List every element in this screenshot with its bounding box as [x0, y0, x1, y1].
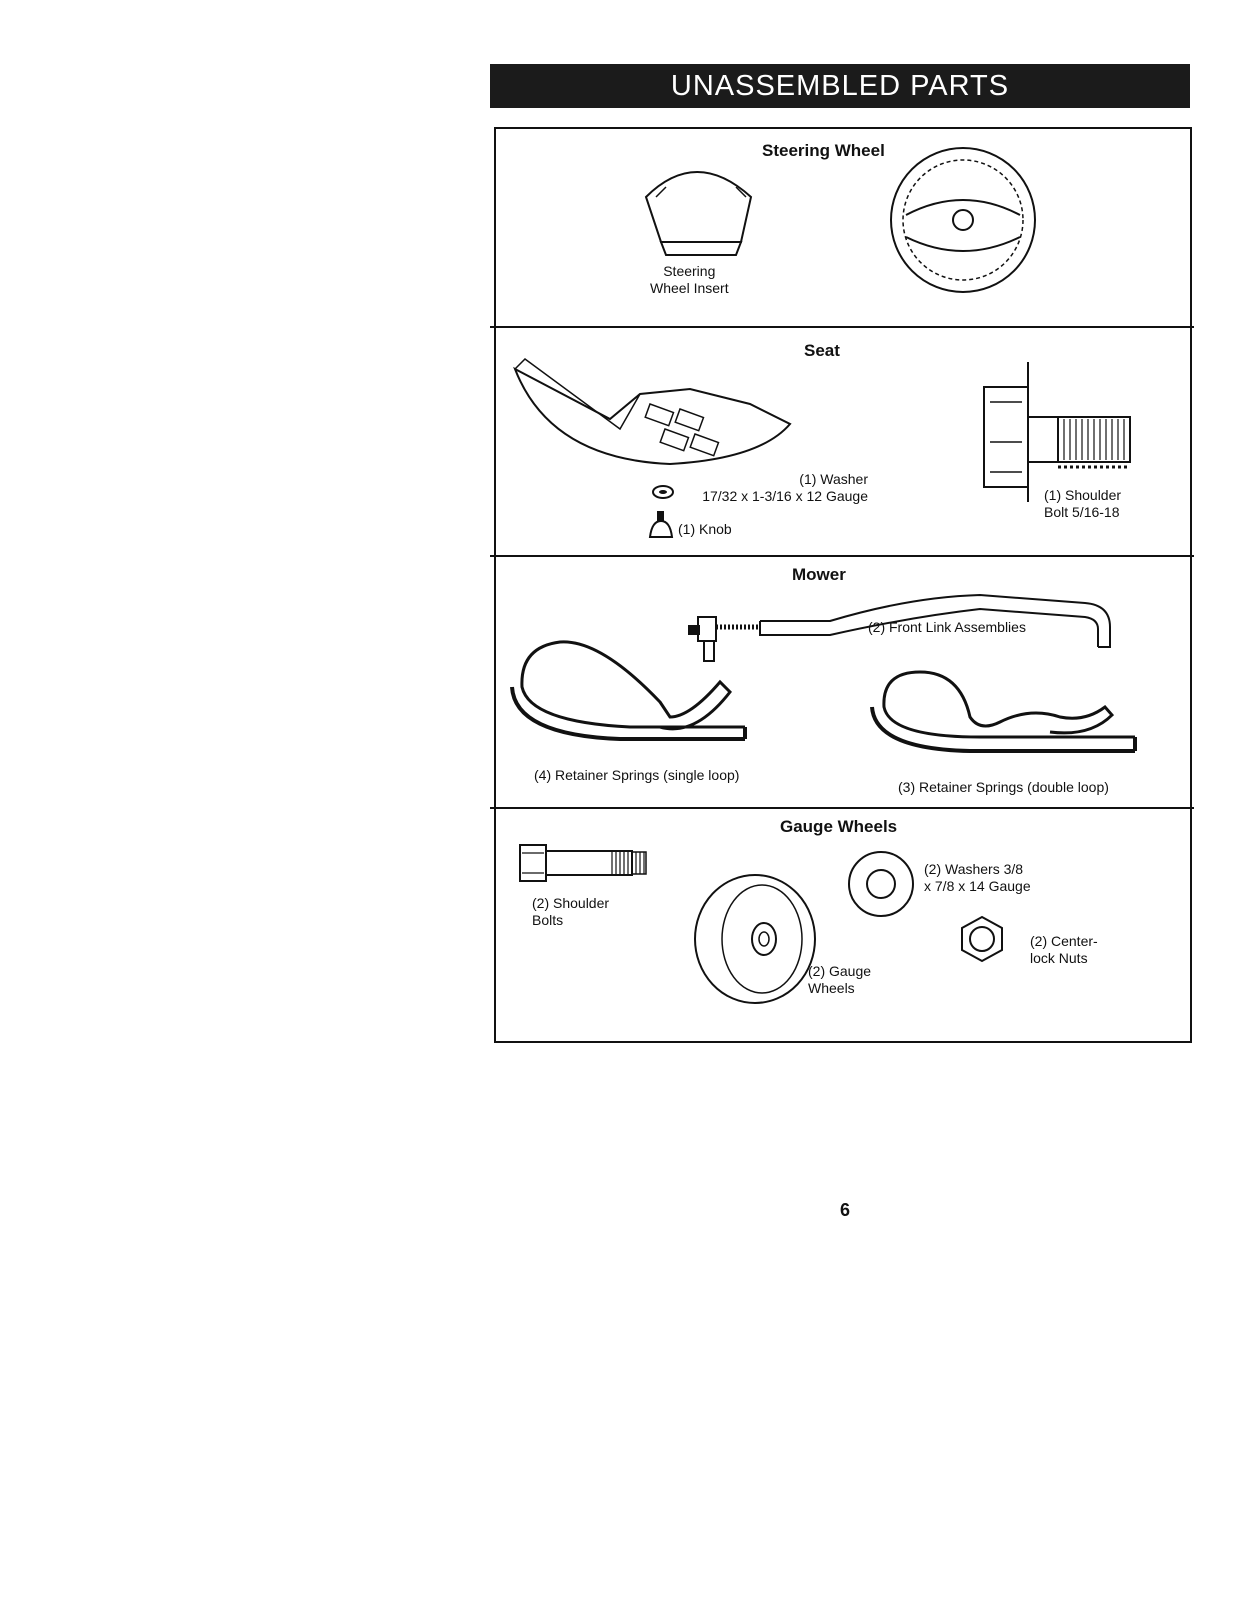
center-lock-nut-illustration — [958, 915, 1006, 963]
washer-label: (1) Washer 17/32 x 1-3/16 x 12 Gauge — [702, 471, 868, 504]
steering-wheel-heading: Steering Wheel — [762, 141, 885, 160]
center-lock-nuts-label: (2) Center- lock Nuts — [1030, 933, 1098, 966]
single-loop-spring-label: (4) Retainer Springs (single loop) — [534, 767, 740, 783]
seat-heading: Seat — [804, 341, 840, 360]
section-divider — [490, 326, 1194, 328]
parts-frame — [494, 127, 1192, 1043]
mower-heading: Mower — [792, 565, 846, 584]
gauge-wheels-heading: Gauge Wheels — [780, 817, 898, 836]
double-loop-spring-label: (3) Retainer Springs (double loop) — [898, 779, 1109, 795]
steering-wheel-insert-illustration — [636, 157, 766, 257]
steering-wheel-insert-label: Steering Wheel Insert — [650, 263, 729, 296]
knob-icon — [648, 509, 674, 541]
page-title-banner: UNASSEMBLED PARTS — [490, 64, 1190, 108]
gauge-washer-illustration — [846, 849, 916, 919]
double-loop-retainer-spring-illustration — [870, 667, 1140, 767]
knob-label: (1) Knob — [678, 521, 732, 537]
gauge-washers-label: (2) Washers 3/8 x 7/8 x 14 Gauge — [924, 861, 1031, 894]
mower-section — [496, 557, 1190, 809]
front-link-label: (2) Front Link Assemblies — [868, 619, 1026, 635]
page-number: 6 — [840, 1200, 851, 1220]
shoulder-bolt-label: (1) Shoulder Bolt 5/16-18 — [1044, 487, 1122, 520]
gauge-wheels-label: (2) Gauge Wheels — [808, 963, 872, 996]
gauge-wheel-illustration — [690, 869, 820, 1009]
steering-wheel-section — [496, 129, 1190, 329]
gauge-shoulder-bolt-illustration — [518, 843, 658, 883]
gauge-wheels-section — [496, 809, 1190, 1039]
seat-illustration — [510, 349, 790, 479]
gauge-bolts-label: (2) Shoulder Bolts — [532, 895, 610, 928]
steering-wheel-illustration — [888, 145, 1038, 295]
washer-icon — [652, 485, 674, 499]
shoulder-bolt-illustration — [970, 357, 1150, 507]
single-loop-retainer-spring-illustration — [510, 627, 750, 747]
seat-section — [496, 329, 1190, 557]
